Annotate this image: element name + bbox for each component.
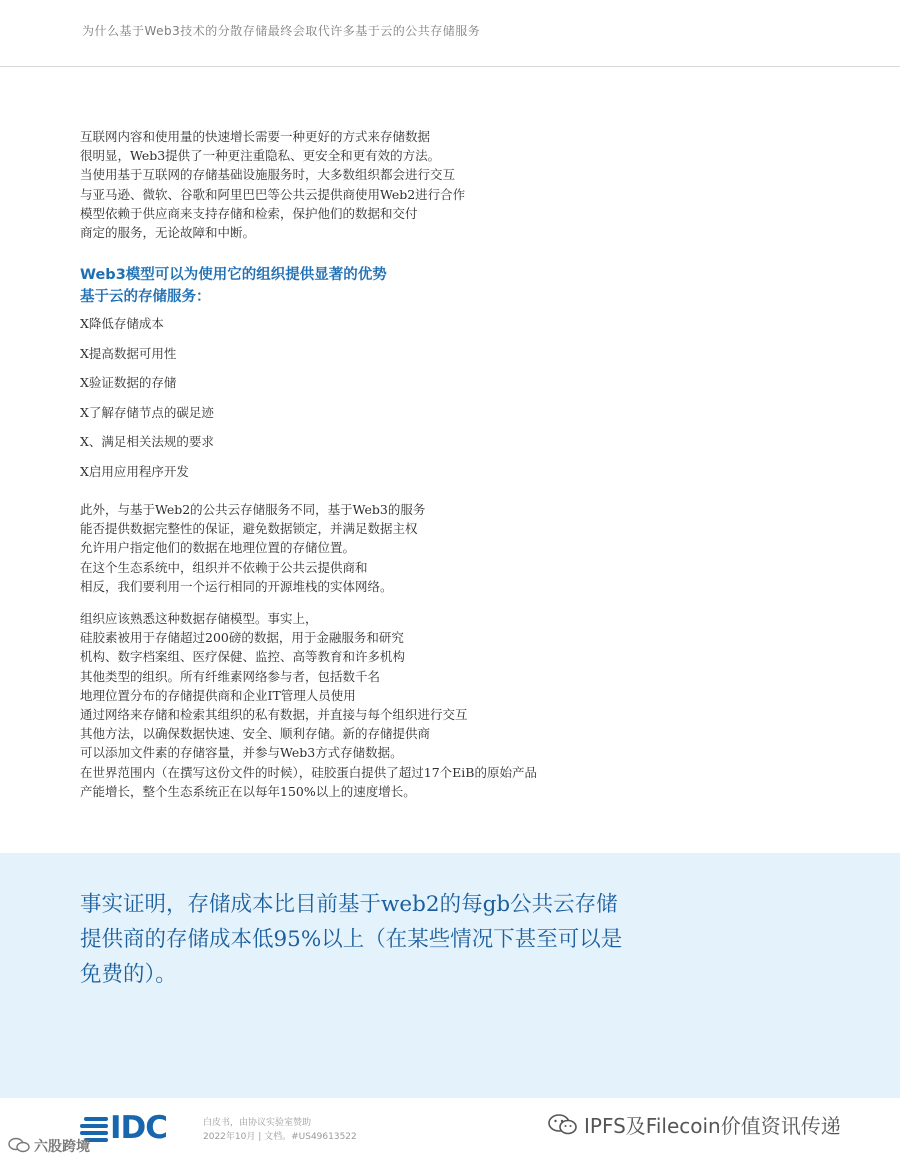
para-line: 可以添加文件素的存储容量，并参与Web3方式存储数据。 [80,745,403,761]
wechat-watermark [548,1110,841,1139]
intro-line: 模型依赖于供应商来支持存储和检索，保护他们的数据和交付 [80,205,418,221]
intro-paragraph [80,127,465,242]
para-line: 其他方法，以确保数据快速、安全、顺利存储。新的存储提供商 [80,726,431,742]
intro-line: 与亚马逊、微软、谷歌和阿里巴巴等公共云提供商使用Web2进行合作 [80,186,466,202]
list-item: X降低存储成本 [80,316,164,331]
para-line: 地理位置分布的存储提供商和企业IT管理人员使用 [80,687,356,703]
paragraph-three [80,609,537,801]
chat-bubbles-icon [8,1137,30,1153]
para-line: 硅胶素被用于存储超过200磅的数据，用于金融服务和研究 [80,630,404,646]
benefit-list [80,314,214,492]
intro-line: 很明显，Web3提供了一种更注重隐私、更安全和更有效的方法。 [80,148,441,164]
para-line: 此外，与基于Web2的公共云存储服务不同，基于Web3的服务 [80,502,426,517]
para-line: 允许用户指定他们的数据在地理位置的存储位置。 [80,540,356,556]
intro-line: 当使用基于互联网的存储基础设施服务时，大多数组织都会进行交互 [80,167,456,183]
intro-line: 互联网内容和使用量的快速增长需要一种更好的方式来存储数据 [80,129,431,144]
list-item: X验证数据的存储 [80,375,177,391]
page-header [0,0,900,67]
para-line: 机构、数字档案组、医疗保健、监控、高等教育和许多机构 [80,649,406,665]
list-item: X了解存储节点的碳足迹 [80,404,214,420]
para-line: 组织应该熟悉这种数据存储模型。事实上， [80,611,318,626]
header-title: 为什么基于Web3技术的分散存储最终会取代许多基于云的公共存储服务 [82,24,481,38]
callout-line: 免费的）。 [80,962,177,987]
list-item: X提高数据可用性 [80,345,177,361]
para-line: 相反，我们要利用一个运行相同的开源堆栈的实体网络。 [80,578,393,594]
page-footer [0,1098,900,1164]
footer-meta-line: 白皮书，由协议实验室赞助 [203,1118,312,1128]
callout-quote [80,887,622,992]
section-heading [80,264,387,308]
para-line: 在这个生态系统中，组织并不依赖于公共云提供商和 [80,559,368,575]
wechat-icon [548,1114,578,1136]
para-line: 产能增长，整个生态系统正在以每年150%以上的速度增长。 [80,783,416,799]
para-line: 能否提供数据完整性的保证，避免数据锁定，并满足数据主权 [80,521,418,537]
heading-line: 基于云的存储服务： [80,289,211,305]
callout-box [0,853,900,1098]
para-line: 通过网络来存储和检索其组织的私有数据，并直接与每个组织进行交互 [80,707,468,723]
footer-meta-line: 2022年10月 | 文档。#US49613522 [203,1132,357,1142]
callout-line: 提供商的存储成本低95%以上（在某些情况下甚至可以是 [80,927,623,952]
footer-meta [203,1116,357,1144]
list-item: X、满足相关法规的要求 [80,434,214,450]
idc-logo [80,1112,176,1148]
intro-line: 商定的服务，无论故障和中断。 [80,225,256,241]
watermark-text: IPFS及Filecoin价值资讯传递 [584,1114,841,1138]
list-item: X启用应用程序开发 [80,463,189,479]
heading-line: Web3模型可以为使用它的组织提供显著的优势 [80,267,387,283]
logo-text: IDC [110,1110,168,1146]
callout-line: 事实证明，存储成本比目前基于web2的每gb公共云存储 [80,892,618,917]
para-line: 其他类型的组织。所有纤维素网络参与者，包括数千名 [80,668,381,684]
paragraph-two [80,500,425,596]
para-line: 在世界范围内（在撰写这份文件的时候），硅胶蛋白提供了超过17个EiB的原始产品 [80,764,537,780]
corner-mark-text: 六股跨境 [34,1139,90,1155]
corner-watermark [8,1136,90,1156]
